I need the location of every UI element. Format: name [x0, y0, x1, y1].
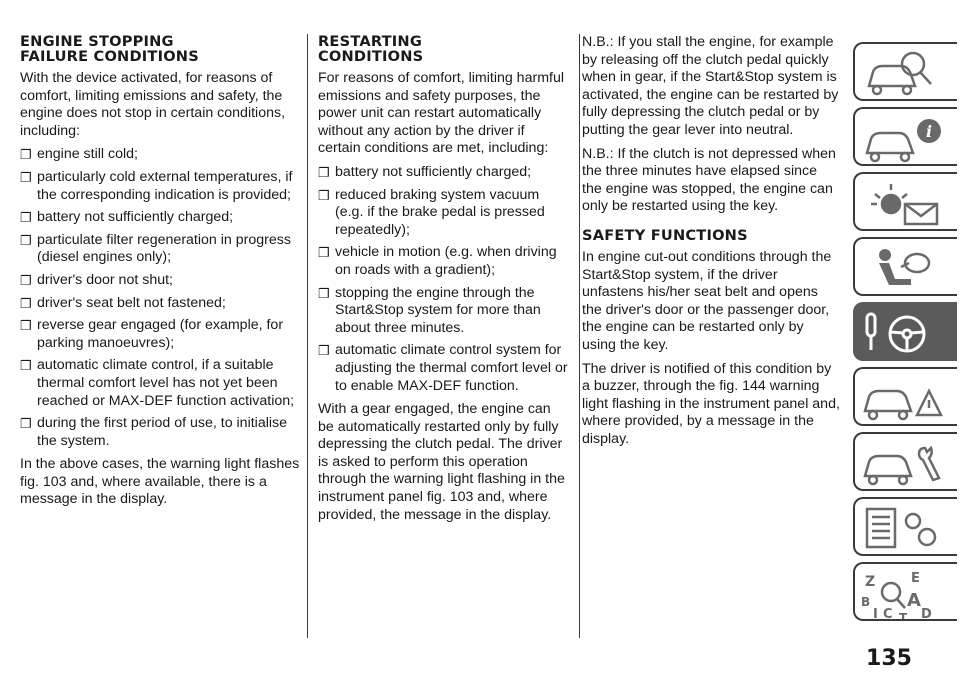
- warning-lights-icon[interactable]: [853, 172, 957, 231]
- checkbox-bullet-icon: ❒: [318, 285, 330, 301]
- checkbox-bullet-icon: ❒: [318, 343, 330, 359]
- alphabetical-index-icon[interactable]: [853, 562, 957, 621]
- checkbox-bullet-icon: ❒: [20, 295, 32, 311]
- svg-text:E: E: [911, 571, 920, 586]
- paragraph-outro: In the above cases, the warning light flashes fig. 103 and, where available, there is a message in the display.: [20, 456, 300, 508]
- car-breakdown-icon[interactable]: [853, 367, 957, 426]
- paragraph-intro: For reasons of comfort, limiting harmful emissions and safety purposes, the power unit can restart automatically without any action by the driver if certain conditions are met, including:: [318, 70, 564, 157]
- key-steering-wheel-icon[interactable]: [853, 302, 957, 361]
- paragraph-outro: With a gear engaged, the engine can be automatically restarted only by fully depressing the clutch pedal. The driver is asked to perform this operation through the warning light flashing in the instrument panel fig. 103 and, where provided, the message in the display.: [318, 401, 565, 523]
- checkbox-bullet-icon: ❒: [20, 416, 32, 432]
- list-item: ❒ particulate filter regeneration in progress (diesel engines only);: [20, 231, 291, 266]
- column-engine-stopping: [20, 34, 300, 515]
- checkbox-bullet-icon: ❒: [20, 318, 32, 334]
- specs-gear-icon[interactable]: [853, 497, 957, 556]
- car-magnifier-icon[interactable]: [853, 42, 957, 101]
- section-heading-restarting: RESTARTING CONDITIONS: [318, 33, 424, 65]
- column-divider: [579, 34, 580, 638]
- column-safety: [582, 34, 840, 454]
- svg-text:C: C: [883, 607, 893, 622]
- page-number: 135: [866, 646, 912, 671]
- checkbox-bullet-icon: ❒: [20, 169, 32, 185]
- section-heading-safety: SAFETY FUNCTIONS: [582, 226, 748, 244]
- paragraph-intro: With the device activated, for reasons of comfort, limiting emissions and safety, the engine does not stop in certain conditions, including:: [20, 70, 286, 139]
- checkbox-bullet-icon: ❒: [20, 147, 32, 163]
- section-heading-engine-stopping: ENGINE STOPPING FAILURE CONDITIONS: [20, 33, 199, 65]
- list-item: ❒ driver's seat belt not fastened;: [20, 294, 226, 311]
- list-item: ❒ automatic climate control, if a suitable thermal comfort level has not yet been reached or MAX-DEF function activation;: [20, 357, 295, 409]
- checkbox-bullet-icon: ❒: [318, 245, 330, 261]
- car-wrench-icon[interactable]: [853, 432, 957, 491]
- column-restarting: [318, 34, 570, 530]
- list-item: ❒ reduced braking system vacuum (e.g. if the brake pedal is pressed repeatedly);: [318, 186, 545, 238]
- svg-text:I: I: [873, 607, 878, 622]
- list-item: ❒ driver's door not shut;: [20, 271, 173, 288]
- condition-list: [20, 146, 300, 450]
- chapter-tabs: [853, 0, 960, 686]
- checkbox-bullet-icon: ❒: [20, 272, 32, 288]
- svg-text:i: i: [925, 122, 933, 141]
- list-item: ❒ automatic climate control system for adjusting the thermal comfort level or to enable MAX-DEF function.: [318, 342, 568, 394]
- list-item: ❒ particularly cold external temperatures, if the corresponding indication is provided;: [20, 168, 293, 203]
- column-divider: [307, 34, 308, 638]
- note-clutch: N.B.: If the clutch is not depressed when the three minutes have elapsed since the engine was stopped, the engine can only be restarted using the key.: [582, 145, 836, 215]
- svg-text:D: D: [921, 607, 932, 622]
- list-item: ❒ vehicle in motion (e.g. when driving on roads with a gradient);: [318, 244, 557, 278]
- list-item: ❒ battery not sufficiently charged;: [20, 209, 234, 226]
- checkbox-bullet-icon: ❒: [20, 210, 32, 226]
- list-item: ❒ battery not sufficiently charged;: [318, 163, 532, 180]
- checkbox-bullet-icon: ❒: [318, 187, 330, 203]
- paragraph-safety: In engine cut-out conditions through the Start&Stop system, if the driver unfastens his/her seat belt and opens the driver's door or the passenger door, the engine can be restarted only by using the key.: [582, 248, 832, 353]
- list-item: ❒ stopping the engine through the Start&Stop system for more than about three minutes.: [318, 284, 541, 336]
- checkbox-bullet-icon: ❒: [20, 358, 32, 374]
- svg-text:T: T: [899, 611, 908, 623]
- svg-text:A: A: [907, 590, 921, 611]
- checkbox-bullet-icon: ❒: [20, 232, 32, 248]
- svg-text:B: B: [861, 595, 871, 609]
- list-item: ❒ engine still cold;: [20, 146, 138, 163]
- airbag-seat-icon[interactable]: [853, 237, 957, 296]
- paragraph-notification: The driver is notified of this condition by a buzzer, through the fig. 144 warning light flashing in the instrument panel and, where provided, by a message in the display.: [582, 360, 840, 447]
- checkbox-bullet-icon: ❒: [318, 164, 330, 180]
- list-item: ❒ during the first period of use, to initialise the system.: [20, 415, 287, 449]
- condition-list: [318, 164, 570, 395]
- list-item: ❒ reverse gear engaged (for example, for parking manoeuvres);: [20, 317, 284, 351]
- note-stall: N.B.: If you stall the engine, for example by releasing off the clutch pedal quickly when in gear, if the Start&Stop system is activated, the engine can be restarted by fully depressing the clutch pedal or by putting the gear lever into neutral.: [582, 34, 839, 138]
- svg-text:Z: Z: [865, 574, 876, 590]
- car-info-icon[interactable]: [853, 107, 957, 166]
